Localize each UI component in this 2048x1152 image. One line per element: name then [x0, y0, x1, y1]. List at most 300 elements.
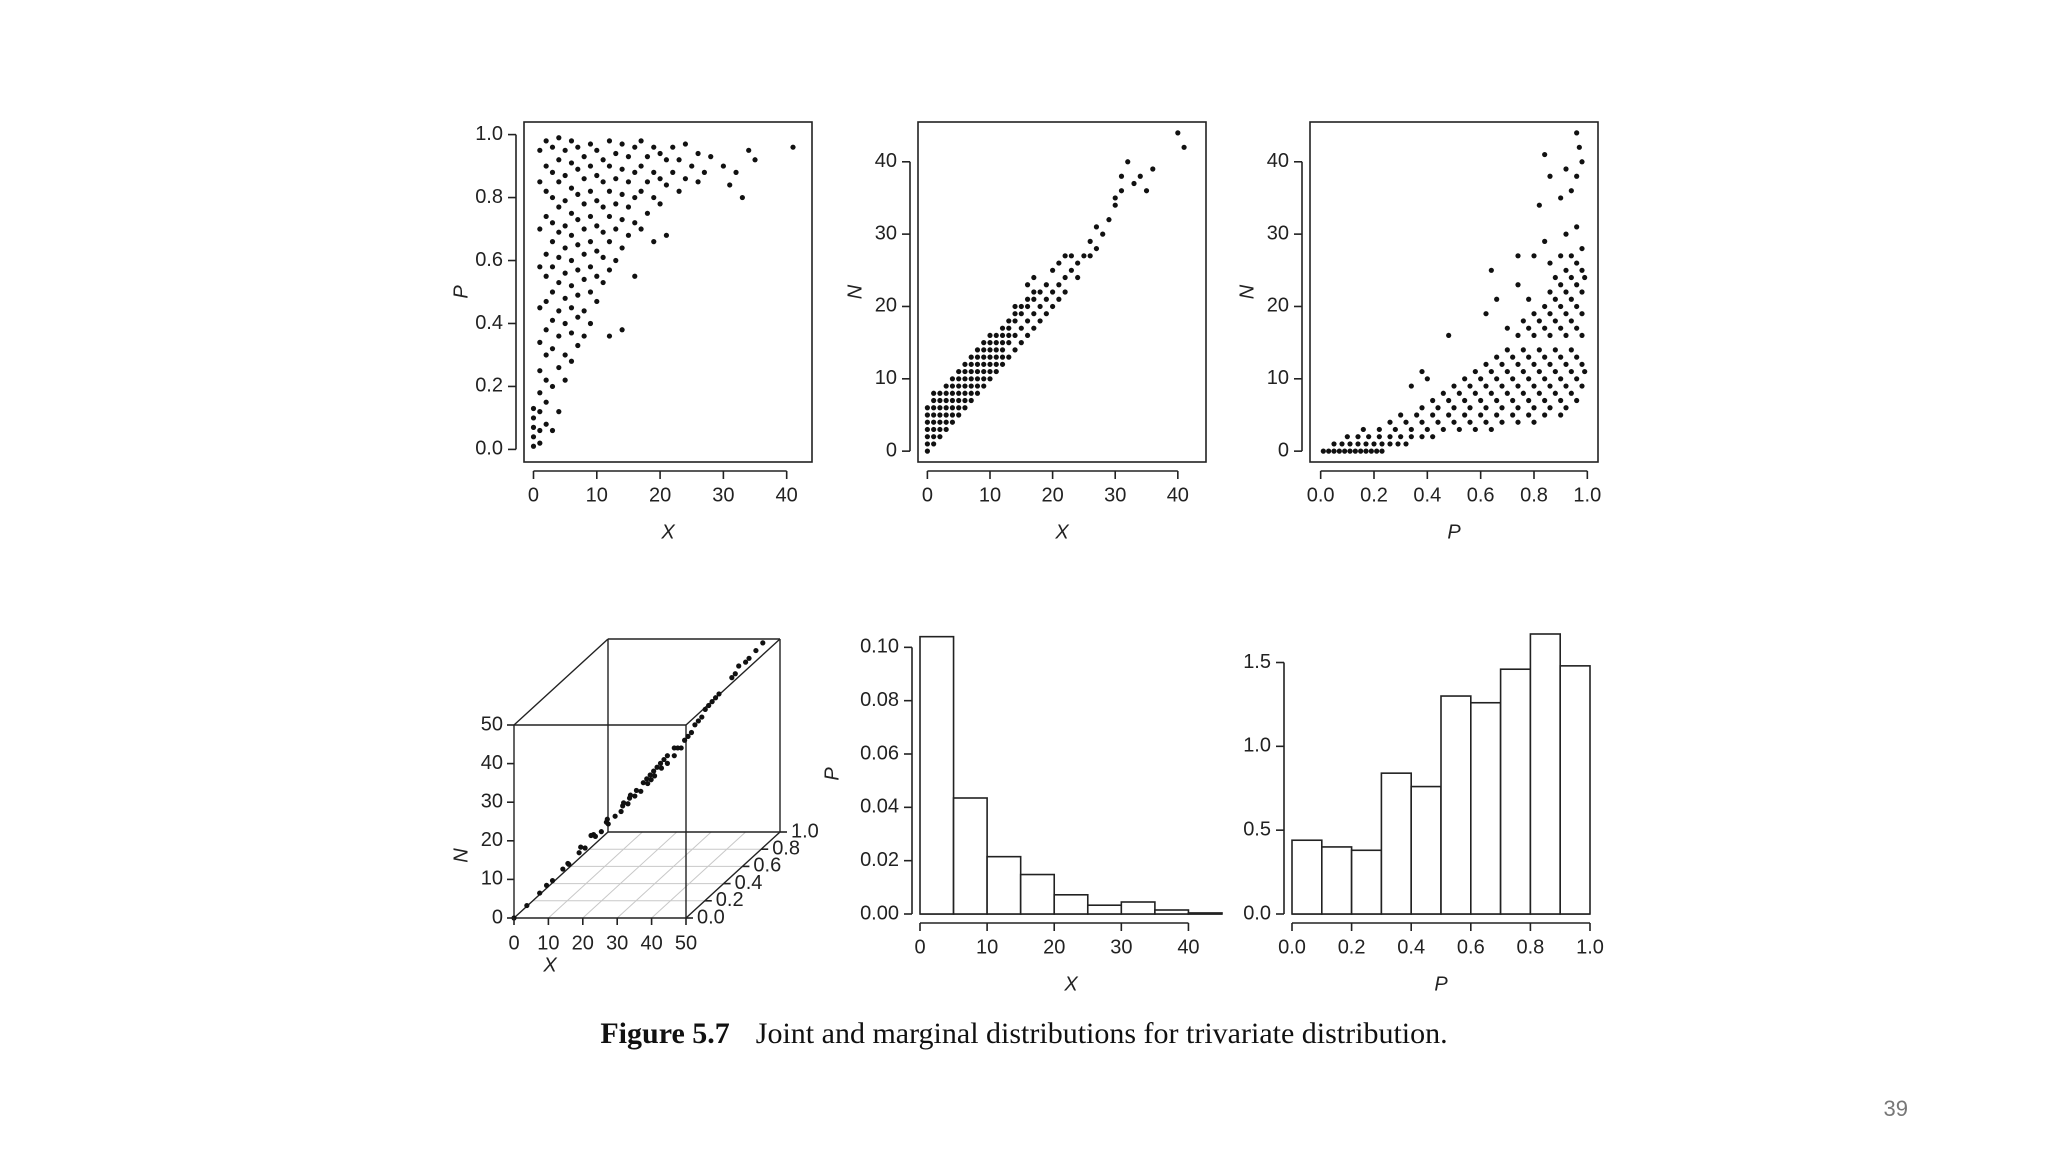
- hx-x-label: X: [1064, 973, 1078, 996]
- xp-point: [651, 239, 656, 244]
- pn-point: [1542, 412, 1547, 417]
- xn-point: [1050, 304, 1055, 309]
- xn-frame: [918, 122, 1206, 462]
- xyz-p-tick-label: 1.0: [791, 820, 819, 843]
- pn-x-tick-label: 1.0: [1573, 484, 1602, 507]
- pn-point: [1537, 203, 1542, 208]
- xn-point: [975, 362, 980, 367]
- pn-point: [1505, 391, 1510, 396]
- pn-point: [1537, 318, 1542, 323]
- xn-point: [962, 362, 967, 367]
- pn-point: [1515, 333, 1520, 338]
- xyz-n-tick-label: 20: [480, 829, 503, 852]
- xn-point: [925, 405, 930, 410]
- xyz-point: [665, 753, 670, 758]
- pn-point: [1542, 376, 1547, 381]
- xn-point: [937, 405, 942, 410]
- xn-point: [1056, 297, 1061, 302]
- xyz-point: [713, 695, 718, 700]
- xn-point: [1006, 326, 1011, 331]
- xn-point: [987, 347, 992, 352]
- pn-point: [1478, 376, 1483, 381]
- xyz-point: [699, 714, 704, 719]
- xp-point: [626, 233, 631, 238]
- xyz-point: [658, 761, 663, 766]
- xn-point: [1019, 311, 1024, 316]
- pn-point: [1510, 412, 1515, 417]
- xp-point: [613, 226, 618, 231]
- xp-point: [531, 425, 536, 430]
- xyz-point: [566, 862, 571, 867]
- xp-point: [588, 239, 593, 244]
- pn-point: [1510, 398, 1515, 403]
- xp-point: [531, 434, 536, 439]
- xp-point: [556, 365, 561, 370]
- xn-point: [931, 391, 936, 396]
- pn-point: [1579, 333, 1584, 338]
- pn-x-tick-label: 0.0: [1306, 484, 1335, 507]
- xn-point: [931, 441, 936, 446]
- xp-point: [613, 201, 618, 206]
- xn-point: [975, 369, 980, 374]
- xp-point: [575, 167, 580, 172]
- pn-point: [1494, 355, 1499, 360]
- xn-point: [1044, 311, 1049, 316]
- xn-point: [981, 340, 986, 345]
- pn-point: [1355, 434, 1360, 439]
- pn-point: [1526, 412, 1531, 417]
- hx-bar: [1188, 913, 1222, 914]
- pn-point: [1526, 398, 1531, 403]
- xp-point: [740, 195, 745, 200]
- xp-point: [544, 400, 549, 405]
- pn-point: [1478, 398, 1483, 403]
- pn-point: [1462, 398, 1467, 403]
- xn-point: [1025, 304, 1030, 309]
- xp-point: [537, 409, 542, 414]
- xp-point: [569, 305, 574, 310]
- xn-point: [962, 398, 967, 403]
- xn-point: [1063, 289, 1068, 294]
- xp-point: [588, 214, 593, 219]
- hp-x-tick-label: 0.2: [1337, 936, 1366, 959]
- xp-point: [544, 378, 549, 383]
- xp-x-tick-label: 40: [775, 484, 798, 507]
- xp-point: [607, 189, 612, 194]
- pn-point: [1355, 441, 1360, 446]
- pn-point: [1499, 362, 1504, 367]
- pn-y-tick-label: 20: [1266, 294, 1289, 317]
- pn-point: [1395, 441, 1400, 446]
- xn-point: [931, 405, 936, 410]
- xyz-n-tick-label: 0: [491, 906, 503, 929]
- xyz-point: [682, 738, 687, 743]
- pn-point: [1558, 195, 1563, 200]
- xp-point: [575, 217, 580, 222]
- pn-point: [1531, 362, 1536, 367]
- hx-bar: [1088, 905, 1122, 914]
- xn-point: [1181, 145, 1186, 150]
- xp-point: [651, 195, 656, 200]
- xp-point: [563, 198, 568, 203]
- xn-point: [1050, 289, 1055, 294]
- figure-caption-text: Joint and marginal distributions for trivariate distribution.: [755, 1017, 1448, 1050]
- xp-point: [582, 252, 587, 257]
- xn-point: [950, 391, 955, 396]
- hx-y-label: P: [821, 767, 844, 781]
- pn-point: [1483, 311, 1488, 316]
- pn-point: [1569, 391, 1574, 396]
- xn-point: [1006, 333, 1011, 338]
- xn-point: [1012, 304, 1017, 309]
- xyz-p-tick-label: 0.2: [715, 889, 744, 912]
- xn-point: [944, 383, 949, 388]
- xp-y-tick-label: 1.0: [475, 122, 503, 145]
- pn-point: [1430, 434, 1435, 439]
- hp-x-tick-label: 0.6: [1456, 936, 1485, 959]
- xp-point: [537, 368, 542, 373]
- xp-y-tick-label: 0.0: [475, 437, 503, 460]
- pn-point: [1569, 369, 1574, 374]
- pn-point: [1510, 376, 1515, 381]
- pn-point: [1510, 355, 1515, 360]
- xp-point: [601, 204, 606, 209]
- pn-point: [1489, 369, 1494, 374]
- xp-point: [582, 308, 587, 313]
- xp-point: [651, 145, 656, 150]
- xn-point: [987, 355, 992, 360]
- xn-point: [925, 420, 930, 425]
- xn-point: [956, 383, 961, 388]
- pn-point: [1574, 398, 1579, 403]
- hx-bar: [1155, 910, 1189, 914]
- pn-point: [1574, 376, 1579, 381]
- xyz-grid-line: [548, 832, 642, 918]
- xyz-point: [578, 845, 583, 850]
- pn-point: [1499, 420, 1504, 425]
- xn-point: [956, 369, 961, 374]
- pn-point: [1363, 449, 1368, 454]
- pn-point: [1379, 441, 1384, 446]
- xp-point: [588, 189, 593, 194]
- pn-point: [1425, 427, 1430, 432]
- xp-point: [588, 163, 593, 168]
- xp-point: [550, 384, 555, 389]
- xn-x-tick-label: 40: [1166, 484, 1189, 507]
- xn-y-tick-label: 10: [874, 367, 897, 390]
- xn-point: [962, 405, 967, 410]
- pn-point: [1337, 449, 1342, 454]
- pn-point: [1462, 412, 1467, 417]
- xn-point: [987, 340, 992, 345]
- xp-point: [607, 239, 612, 244]
- pn-point: [1489, 427, 1494, 432]
- pn-point: [1553, 275, 1558, 280]
- xp-point: [556, 204, 561, 209]
- xp-point: [695, 179, 700, 184]
- xn-point: [1075, 260, 1080, 265]
- xn-point: [1075, 275, 1080, 280]
- pn-point: [1347, 449, 1352, 454]
- hp-y-tick-label: 0.0: [1243, 902, 1271, 925]
- xp-point: [683, 176, 688, 181]
- pn-point: [1521, 391, 1526, 396]
- xp-point: [588, 289, 593, 294]
- xp-point: [626, 179, 631, 184]
- xn-point: [1000, 333, 1005, 338]
- xn-point: [987, 333, 992, 338]
- pn-point: [1387, 434, 1392, 439]
- xp-point: [544, 274, 549, 279]
- xn-point: [975, 355, 980, 360]
- xn-point: [969, 398, 974, 403]
- xyz-point: [689, 730, 694, 735]
- xp-frame: [524, 122, 812, 462]
- xyz-box-edge: [514, 639, 608, 725]
- pn-point: [1542, 239, 1547, 244]
- xn-point: [1138, 174, 1143, 179]
- pn-point: [1531, 405, 1536, 410]
- xyz-point: [560, 866, 565, 871]
- xyz-point: [692, 722, 697, 727]
- pn-point: [1579, 289, 1584, 294]
- xp-y-tick-label: 0.4: [475, 311, 503, 334]
- xp-point: [550, 145, 555, 150]
- xn-point: [1000, 340, 1005, 345]
- pn-point: [1419, 434, 1424, 439]
- xp-point: [575, 343, 580, 348]
- pn-frame: [1310, 122, 1598, 462]
- pn-point: [1547, 362, 1552, 367]
- xyz-box-edge: [686, 639, 780, 725]
- xp-point: [556, 280, 561, 285]
- xn-point: [1106, 217, 1111, 222]
- xn-point: [981, 355, 986, 360]
- xp-point: [537, 148, 542, 153]
- pn-point: [1409, 427, 1414, 432]
- xn-point: [956, 405, 961, 410]
- xp-point: [702, 170, 707, 175]
- xyz-p-tick-label: 0.0: [697, 906, 725, 929]
- pn-point: [1582, 275, 1587, 280]
- xyz-point: [703, 707, 708, 712]
- hx-bar: [1021, 875, 1055, 914]
- xyz-point: [606, 821, 611, 826]
- xyz-point: [582, 845, 587, 850]
- xn-point: [969, 355, 974, 360]
- xp-point: [601, 280, 606, 285]
- pn-point: [1569, 297, 1574, 302]
- pn-point: [1569, 318, 1574, 323]
- pn-point: [1574, 326, 1579, 331]
- xn-point: [937, 398, 942, 403]
- xyz-point: [706, 703, 711, 708]
- xn-point: [944, 420, 949, 425]
- pn-point: [1537, 391, 1542, 396]
- pn-point: [1457, 427, 1462, 432]
- pn-point: [1505, 326, 1510, 331]
- xp-point: [537, 226, 542, 231]
- xp-point: [588, 321, 593, 326]
- hx-bar: [1054, 895, 1088, 914]
- xp-point: [676, 157, 681, 162]
- pn-point: [1430, 412, 1435, 417]
- xn-point: [1012, 333, 1017, 338]
- page-number: 39: [1883, 1096, 1908, 1121]
- pn-point: [1358, 449, 1363, 454]
- xp-point: [575, 315, 580, 320]
- xn-point: [1037, 289, 1042, 294]
- pn-point: [1531, 383, 1536, 388]
- xp-point: [613, 151, 618, 156]
- xp-point: [563, 173, 568, 178]
- xn-point: [1175, 130, 1180, 135]
- xp-point: [607, 333, 612, 338]
- pn-point: [1569, 253, 1574, 258]
- xyz-point: [621, 800, 626, 805]
- xp-point: [582, 154, 587, 159]
- xn-point: [1019, 340, 1024, 345]
- xn-point: [1031, 297, 1036, 302]
- xp-point: [632, 170, 637, 175]
- pn-point: [1569, 275, 1574, 280]
- pn-point: [1425, 376, 1430, 381]
- xn-point: [925, 427, 930, 432]
- xyz-x-label: X: [543, 954, 557, 977]
- xp-x-tick-label: 0: [527, 484, 540, 507]
- hx-y-tick-label: 0.04: [860, 795, 899, 818]
- pn-point: [1558, 398, 1563, 403]
- xyz-point: [599, 829, 604, 834]
- pn-point: [1542, 355, 1547, 360]
- xn-point: [975, 376, 980, 381]
- xp-point: [582, 201, 587, 206]
- pn-point: [1505, 369, 1510, 374]
- pn-point: [1403, 441, 1408, 446]
- xn-point: [956, 412, 961, 417]
- xn-point: [950, 405, 955, 410]
- xp-point: [569, 186, 574, 191]
- xn-point: [994, 362, 999, 367]
- xn-point: [1006, 355, 1011, 360]
- pn-point: [1558, 326, 1563, 331]
- xyz-point: [651, 769, 656, 774]
- xn-point: [937, 434, 942, 439]
- xn-point: [1012, 347, 1017, 352]
- xyz-point: [537, 890, 542, 895]
- xn-point: [1113, 203, 1118, 208]
- xp-point: [550, 346, 555, 351]
- xp-point: [550, 195, 555, 200]
- hp-bar: [1292, 840, 1322, 914]
- pn-point: [1419, 420, 1424, 425]
- xp-point: [544, 299, 549, 304]
- pn-point: [1558, 304, 1563, 309]
- pn-point: [1547, 333, 1552, 338]
- xyz-point: [716, 691, 721, 696]
- xn-point: [1031, 326, 1036, 331]
- xp-point: [537, 305, 542, 310]
- xyz-point: [550, 878, 555, 883]
- pn-point: [1494, 376, 1499, 381]
- xn-point: [1025, 333, 1030, 338]
- xp-y-label: P: [450, 285, 473, 299]
- pn-point: [1409, 383, 1414, 388]
- xp-point: [670, 170, 675, 175]
- xp-point: [607, 214, 612, 219]
- xn-x-tick-label: 30: [1104, 484, 1127, 507]
- xp-point: [537, 390, 542, 395]
- xyz-point: [593, 834, 598, 839]
- pn-point: [1515, 383, 1520, 388]
- hx-x-tick-label: 40: [1177, 936, 1200, 959]
- xp-point: [664, 157, 669, 162]
- xp-point: [601, 255, 606, 260]
- pn-point: [1483, 420, 1488, 425]
- pn-point: [1563, 166, 1568, 171]
- xn-point: [994, 369, 999, 374]
- pn-point: [1515, 420, 1520, 425]
- pn-point: [1563, 232, 1568, 237]
- pn-point: [1579, 383, 1584, 388]
- xyz-point: [625, 801, 630, 806]
- xyz-p-tick-label: 0.4: [734, 871, 763, 894]
- xn-x-tick-label: 0: [921, 484, 933, 507]
- xn-point: [956, 398, 961, 403]
- xp-point: [569, 160, 574, 165]
- xp-point: [556, 255, 561, 260]
- xyz-n-tick-label: 40: [480, 751, 503, 774]
- xn-point: [1012, 311, 1017, 316]
- pn-y-tick-label: 10: [1266, 367, 1289, 390]
- pn-point: [1347, 441, 1352, 446]
- xyz-p-tick-label: 0.8: [772, 837, 801, 860]
- pn-point: [1387, 441, 1392, 446]
- pn-y-tick-label: 0: [1277, 439, 1289, 462]
- xp-point: [556, 230, 561, 235]
- xn-point: [981, 362, 986, 367]
- pn-point: [1451, 420, 1456, 425]
- xn-point: [1131, 181, 1136, 186]
- xn-point: [1037, 318, 1042, 323]
- xyz-x-tick-label: 0: [508, 932, 520, 955]
- xn-point: [1094, 246, 1099, 251]
- hp-x-tick-label: 1.0: [1576, 936, 1604, 959]
- xyz-point: [661, 757, 666, 762]
- xp-point: [537, 441, 542, 446]
- pn-point: [1526, 376, 1531, 381]
- xp-point: [569, 283, 574, 288]
- xp-point: [575, 145, 580, 150]
- xn-point: [950, 412, 955, 417]
- pn-point: [1531, 311, 1536, 316]
- xn-point: [1000, 355, 1005, 360]
- pn-point: [1542, 398, 1547, 403]
- hp-bar: [1322, 847, 1352, 914]
- xp-point: [544, 352, 549, 357]
- xp-point: [575, 267, 580, 272]
- xn-point: [987, 362, 992, 367]
- xp-point: [594, 248, 599, 253]
- xn-point: [962, 369, 967, 374]
- xn-point: [1025, 282, 1030, 287]
- pn-x-tick-label: 0.8: [1520, 484, 1548, 507]
- xyz-x-tick-label: 30: [606, 932, 629, 955]
- xp-point: [676, 189, 681, 194]
- xp-point: [531, 406, 536, 411]
- pn-point: [1577, 145, 1582, 150]
- xn-point: [1012, 318, 1017, 323]
